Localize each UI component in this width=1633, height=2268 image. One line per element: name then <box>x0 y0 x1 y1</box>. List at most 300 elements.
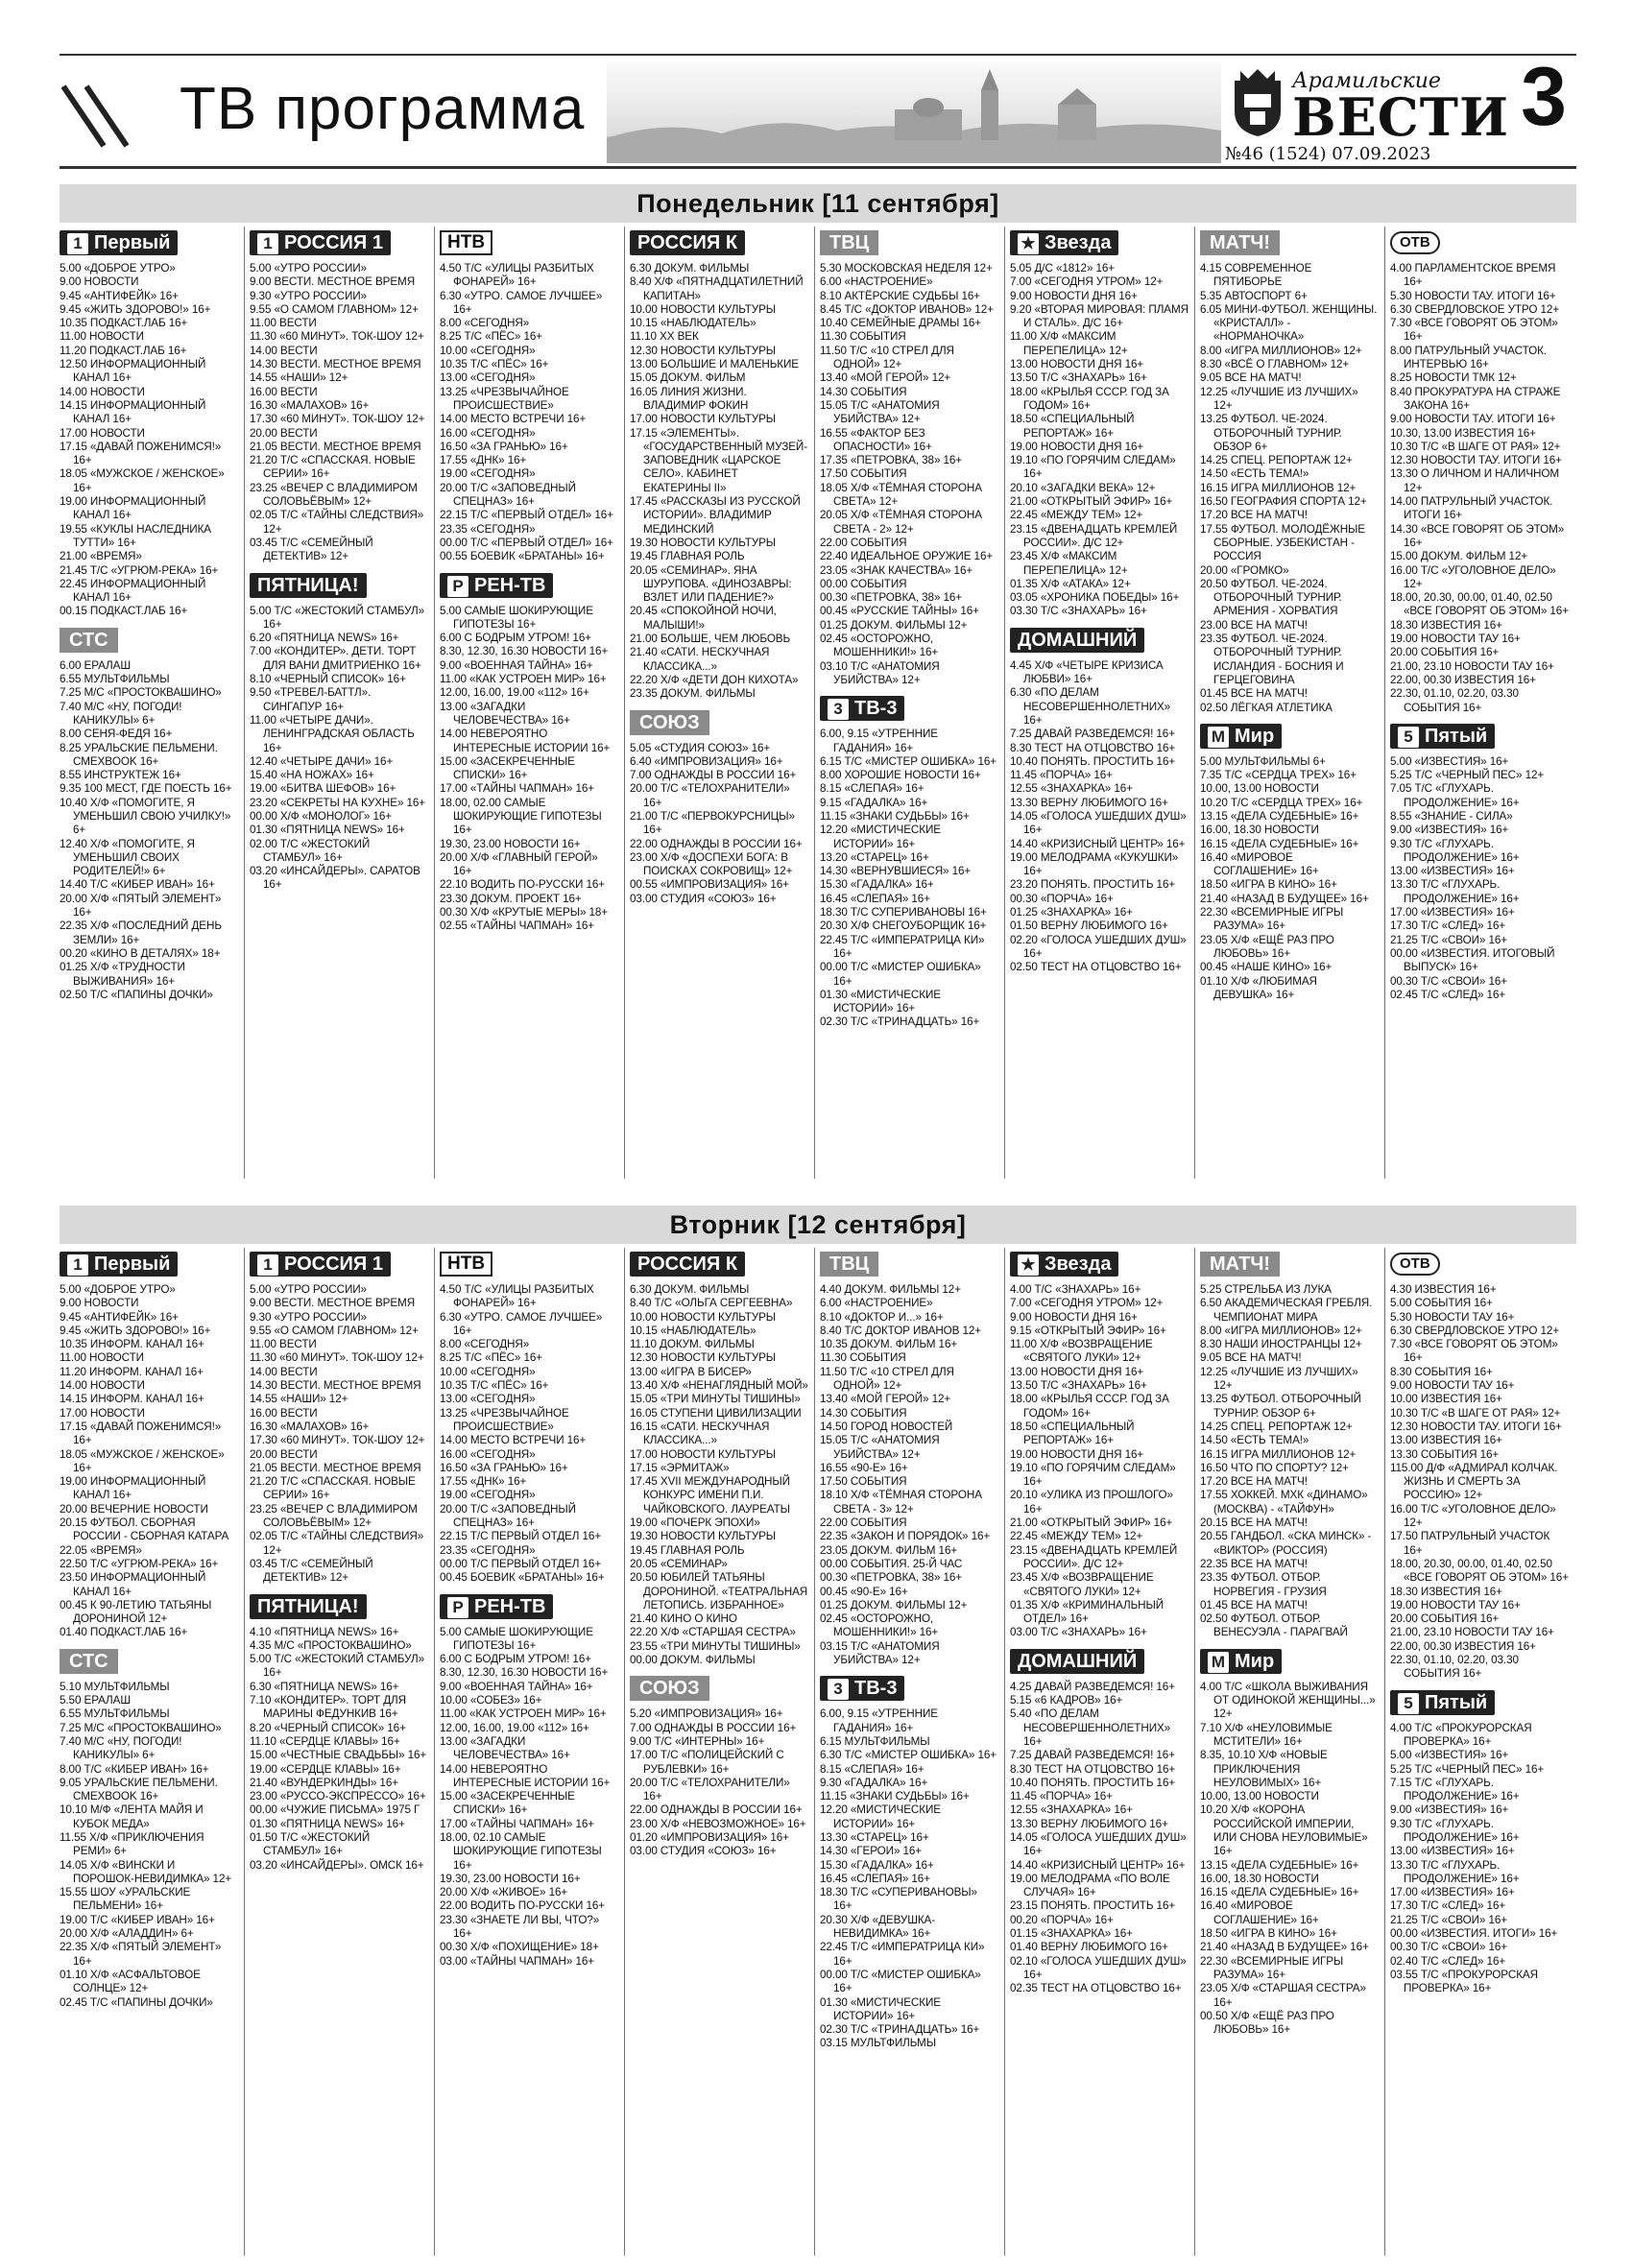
program-item: 21.25 Т/С «СВОИ» 16+ <box>1390 1913 1507 1926</box>
program-item: 16.15 «ДЕЛА СУДЕБНЫЕ» 16+ <box>1200 1886 1359 1899</box>
program-item: 9.30 Т/С «ГЛУХАРЬ. ПРОДОЛЖЕНИЕ» 16+ <box>1390 1817 1520 1844</box>
program-item: 02.30 Т/С «ТРИНАДЦАТЬ» 16+ <box>820 2023 980 2037</box>
program-item: 01.40 ВЕРНУ ЛЮБИМОГО 16+ <box>1010 1941 1168 1954</box>
program-item: 23.00 «РУССО-ЭКСПРЕССО» 16+ <box>250 1790 426 1803</box>
channel-block-пятница <box>250 1593 428 1873</box>
channel-block-стс <box>60 627 238 1002</box>
program-item: 00.45 К 90-ЛЕТИЮ ТАТЬЯНЫ ДОРОНИНОЙ 12+ <box>60 1598 212 1626</box>
program-item: 21.40 «НАЗАД В БУДУЩЕЕ» 16+ <box>1200 1941 1369 1954</box>
program-item: 21.20 Т/С «СПАССКАЯ. НОВЫЕ СЕРИИ» 16+ <box>250 454 416 481</box>
program-item: 14.50 ГОРОД НОВОСТЕЙ <box>820 1420 953 1433</box>
channel-column <box>60 227 238 1002</box>
program-item: 01.30 «ПЯТНИЦА NEWS» 16+ <box>250 1817 405 1830</box>
program-item: 12.00, 16.00, 19.00 «112» 16+ <box>440 686 589 700</box>
program-item: 20.05 Х/Ф «ТЁМНАЯ СТОРОНА СВЕТА - 2» 12+ <box>820 509 982 536</box>
program-item: 8.00 «ИГРА МИЛЛИОНОВ» 12+ <box>1200 344 1362 357</box>
program-item: 13.00 НОВОСТИ ДНЯ 16+ <box>1010 1365 1144 1378</box>
column-divider <box>434 1248 435 2256</box>
program-item: 10.20 Х/Ф «КОРОНА РОССИЙСКОЙ ИМПЕРИИ, ИЛИ СНОВА НЕУЛОВИМЫЕ» 16+ <box>1200 1803 1368 1858</box>
double-slash-icon <box>60 83 136 150</box>
program-item: 8.30, 12.30, 16.30 НОВОСТИ 16+ <box>440 1666 609 1680</box>
channel-logo-label <box>1200 1649 1282 1674</box>
program-item: 22.35 ВСЕ НА МАТЧ! <box>1200 1557 1308 1570</box>
program-item: 14.30 ВЕСТИ. МЕСТНОЕ ВРЕМЯ <box>250 358 421 371</box>
program-item: 23.50 ИНФОРМАЦИОННЫЙ КАНАЛ 16+ <box>60 1571 206 1598</box>
program-item: 15.30 «ГАДАЛКА» 16+ <box>820 1858 934 1872</box>
column-divider <box>1384 227 1385 1179</box>
channel-block-отв <box>1390 229 1569 715</box>
page-header <box>60 51 1576 169</box>
program-item: 5.00 Т/С «ЖЕСТОКИЙ СТАМБУЛ» 16+ <box>250 604 425 631</box>
program-item: 01.25 «ЗНАХАРКА» 16+ <box>1010 906 1133 919</box>
program-item: 5.00 СОБЫТИЯ 16+ <box>1390 1297 1493 1310</box>
program-item: 13.40 «МОЙ ГЕРОЙ» 12+ <box>820 371 951 385</box>
program-item: 23.05 ДОКУМ. ФИЛЬМ 16+ <box>820 1543 958 1557</box>
program-item: 5.50 ЕРАЛАШ <box>60 1694 131 1707</box>
program-item: 14.00 ПАТРУЛЬНЫЙ УЧАСТОК. ИТОГИ 16+ <box>1390 495 1553 522</box>
program-item: 14.30 ВЕСТИ. МЕСТНОЕ ВРЕМЯ <box>250 1379 421 1393</box>
program-item: 00.00 Т/С «МИСТЕР ОШИБКА» 16+ <box>820 961 981 988</box>
program-item: 11.00 НОВОСТИ <box>60 330 144 344</box>
program-item: 23.15 «ДВЕНАДЦАТЬ КРЕМЛЕЙ РОССИИ». Д/С 12+ <box>1010 522 1178 549</box>
program-item: 12.30 НОВОСТИ ТАУ. ИТОГИ 16+ <box>1390 454 1562 467</box>
program-item: 7.30 «ВСЕ ГОВОРЯТ ОБ ЭТОМ» 16+ <box>1390 1338 1558 1365</box>
program-list <box>1390 1722 1569 1996</box>
program-item: 8.45 Т/С «ДОКТОР ИВАНОВ» 12+ <box>820 302 994 316</box>
program-item: 23.45 Х/Ф «ВОЗВРАЩЕНИЕ «СВЯТОГО ЛУКИ» 12+ <box>1010 1571 1154 1598</box>
channel-logo <box>630 709 808 736</box>
program-item: 19.00 НОВОСТИ ТАУ 16+ <box>1390 1598 1521 1611</box>
program-item: 12.30 НОВОСТИ КУЛЬТУРЫ <box>630 344 777 357</box>
program-list <box>250 1283 428 1586</box>
program-item: 9.20 «ВТОРАЯ МИРОВАЯ: ПЛАМЯ И СТАЛЬ». Д/С 16+ <box>1010 302 1189 330</box>
program-item: 8.00 «СЕГОДНЯ» <box>440 1338 530 1351</box>
program-item: 6.00 ЕРАЛАШ <box>60 658 131 672</box>
program-item: 22.00 ОДНАЖДЫ В РОССИИ 16+ <box>630 837 803 850</box>
program-item: 18.10 Х/Ф «ТЁМНАЯ СТОРОНА СВЕТА - 3» 12+ <box>820 1489 982 1516</box>
channel-logo-label <box>250 1252 391 1277</box>
program-item: 00.00 Т/С ПЕРВЫЙ ОТДЕЛ 16+ <box>440 1557 602 1570</box>
program-item: 5.00 МУЛЬТФИЛЬМЫ 6+ <box>1200 754 1326 768</box>
program-list <box>1010 262 1189 619</box>
program-list <box>440 1283 618 1586</box>
channel-name: Пятый <box>1425 1691 1488 1713</box>
program-item: 15.05 Т/С «АНАТОМИЯ УБИЙСТВА» 12+ <box>820 1434 940 1461</box>
program-item: 14.00 НОВОСТИ <box>60 385 145 398</box>
channel-logo-label <box>60 1649 118 1674</box>
program-item: 115.00 Д/Ф «АДМИРАЛ КОЛЧАК. ЖИЗНЬ И СМЕРТЬ ЗА РОССИЮ» 12+ <box>1390 1461 1558 1502</box>
program-item: 10.00 НОВОСТИ КУЛЬТУРЫ <box>630 302 777 316</box>
channel-column <box>1010 227 1189 975</box>
program-item: 11.00 ВЕСТИ <box>250 317 317 330</box>
program-item: 8.55 ИНСТРУКТЕЖ 16+ <box>60 769 181 782</box>
program-item: 8.10 АКТЁРСКИЕ СУДЬБЫ 16+ <box>820 289 981 302</box>
program-item: 13.30 Т/С «ГЛУХАРЬ. ПРОДОЛЖЕНИЕ» 16+ <box>1390 1858 1520 1885</box>
program-item: 01.30 «МИСТИЧЕСКИЕ ИСТОРИИ» 16+ <box>820 1995 941 2022</box>
program-item: 23.35 ФУТБОЛ. ОТБОР. НОРВЕГИЯ - ГРУЗИЯ <box>1200 1571 1327 1598</box>
channel-logo-label <box>440 573 553 598</box>
program-item: 00.00 «ИЗВЕСТИЯ. ИТОГОВЫЙ ВЫПУСК» 16+ <box>1390 946 1555 974</box>
section-title: ТВ программа <box>180 76 586 142</box>
program-item: 13.40 «МОЙ ГЕРОЙ» 12+ <box>820 1393 951 1406</box>
program-item: 8.00 «СЕГОДНЯ» <box>440 317 530 330</box>
channel-name: Первый <box>94 1253 171 1275</box>
program-item: 19.55 «КУКЛЫ НАСЛЕДНИКА ТУТТИ» 16+ <box>60 522 211 549</box>
channel-logo-label <box>1010 628 1144 653</box>
program-item: 4.45 Х/Ф «ЧЕТЫРЕ КРИЗИСА ЛЮБВИ» 16+ <box>1010 658 1164 686</box>
column-divider <box>1004 227 1005 1179</box>
program-item: 01.45 ВСЕ НА МАТЧ! <box>1200 687 1308 701</box>
channel-name: СТС <box>69 629 108 651</box>
program-item: 15.00 «ЗАСЕКРЕЧЕННЫЕ СПИСКИ» 16+ <box>440 1790 575 1817</box>
program-item: 10.20 Т/С «СЕРДЦА ТРЕХ» 16+ <box>1200 796 1363 809</box>
program-item: 22.45 ИНФОРМАЦИОННЫЙ КАНАЛ 16+ <box>60 577 206 605</box>
program-item: 23.30 ДОКУМ. ПРОЕКТ 16+ <box>440 892 582 905</box>
channel-mark-icon: 1 <box>257 233 278 254</box>
program-item: 8.40 ПРОКУРАТУРА НА СТРАЖЕ ЗАКОНА 16+ <box>1390 385 1561 412</box>
channel-name: НТВ <box>447 1253 486 1274</box>
program-item: 9.00 НОВОСТИ ДНЯ 16+ <box>1010 289 1138 302</box>
program-item: 21.00 БОЛЬШЕ, ЧЕМ ЛЮБОВЬ <box>630 633 791 646</box>
page-number: 3 <box>1521 51 1567 143</box>
program-item: 02.45 «ОСТОРОЖНО, МОШЕННИКИ!» 16+ <box>820 1612 939 1639</box>
program-item: 13.15 «ДЕЛА СУДЕБНЫЕ» 16+ <box>1200 809 1359 823</box>
channel-logo-label <box>820 1252 878 1277</box>
program-item: 21.00 «ОТКРЫТЫЙ ЭФИР» 16+ <box>1010 495 1173 509</box>
program-item: 01.35 Х/Ф «КРИМИНАЛЬНЫЙ ОТДЕЛ» 16+ <box>1010 1598 1165 1626</box>
program-item: 17.00 НОВОСТИ <box>60 426 145 440</box>
channel-name: ПЯТНИЦА! <box>257 574 359 596</box>
program-item: 13.30 О ЛИЧНОМ И НАЛИЧНОМ 12+ <box>1390 467 1559 494</box>
program-item: 00.30 Х/Ф «ПОХИЩЕНИЕ» 18+ <box>440 1941 599 1954</box>
program-item: 8.10 «ДОКТОР И...» 16+ <box>820 1310 944 1324</box>
program-item: 13.50 Т/С «ЗНАХАРЬ» 16+ <box>1010 371 1147 385</box>
program-item: 11.15 «ЗНАКИ СУДЬБЫ» 16+ <box>820 809 970 823</box>
channel-block-твц <box>820 1251 998 1667</box>
program-item: 4.50 Т/С «УЛИЦЫ РАЗБИТЫХ ФОНАРЕЙ» 16+ <box>440 262 594 289</box>
program-item: 8.40 Х/Ф «ПЯТНАДЦАТИЛЕТНИЙ КАПИТАН» <box>630 275 804 302</box>
program-item: 11.30 «60 МИНУТ». ТОК-ШОУ 12+ <box>250 330 424 344</box>
program-item: 17.30 «60 МИНУТ». ТОК-ШОУ 12+ <box>250 1434 425 1447</box>
program-item: 12.20 «МИСТИЧЕСКИЕ ИСТОРИИ» 16+ <box>820 824 941 850</box>
program-item: 9.30 «УТРО РОССИИ» <box>250 1310 367 1324</box>
day-heading-tuesday: Вторник [12 сентября] <box>60 1206 1576 1244</box>
program-item: 20.05 «СЕМИНАР». ЯНА ШУРУПОВА. «ДИНОЗАВРЫ: ВЗЛЕТ ИЛИ ПАДЕНИЕ?» <box>630 563 792 605</box>
program-item: 16.50 ЧТО ПО СПОРТУ? 12+ <box>1200 1461 1349 1474</box>
program-item: 11.30 «60 МИНУТ». ТОК-ШОУ 12+ <box>250 1351 424 1365</box>
program-item: 19.00 НОВОСТИ ТАУ 16+ <box>1390 633 1521 646</box>
program-item: 14.25 СПЕЦ. РЕПОРТАЖ 12+ <box>1200 1420 1353 1433</box>
channel-logo <box>1390 723 1569 750</box>
channel-column <box>630 1248 808 1859</box>
program-item: 22.00 СОБЫТИЯ <box>820 536 907 549</box>
channel-block-домашний <box>1010 1648 1189 1996</box>
program-item: 7.25 ДАВАЙ РАЗВЕДЕМСЯ! 16+ <box>1010 1749 1175 1762</box>
program-item: 20.00 Т/С «ЗАПОВЕДНЫЙ СПЕЦНАЗ» 16+ <box>440 481 576 509</box>
program-item: 14.05 Х/Ф «ВИНСКИ И ПОРОШОК-НЕВИДИМКА» 12+ <box>60 1858 232 1885</box>
channel-name: ТВ-3 <box>854 698 898 720</box>
channel-logo-label <box>630 1676 709 1701</box>
paper-name-main: ВЕСТИ <box>1292 86 1509 148</box>
column-divider <box>814 1248 815 2256</box>
program-item: 18.05 «МУЖСКОЕ / ЖЕНСКОЕ» 16+ <box>60 467 225 494</box>
program-item: 11.30 СОБЫТИЯ <box>820 330 906 344</box>
program-item: 8.40 Т/С ДОКТОР ИВАНОВ 12+ <box>820 1324 982 1337</box>
program-item: 17.00 НОВОСТИ <box>60 1406 145 1420</box>
channel-column <box>1200 1248 1379 2037</box>
program-item: 18.50 «СПЕЦИАЛЬНЫЙ РЕПОРТАЖ» 16+ <box>1010 413 1135 440</box>
program-item: 19.00 ИНФОРМАЦИОННЫЙ КАНАЛ 16+ <box>60 495 206 522</box>
column-divider <box>244 227 245 1179</box>
program-item: 21.40 «САТИ. НЕСКУЧНАЯ КЛАССИКА...» <box>630 646 770 673</box>
channel-block-россия-к <box>630 229 808 702</box>
program-item: 23.25 «ВЕЧЕР С ВЛАДИМИРОМ СОЛОВЬЁВЫМ» 12+ <box>250 481 418 509</box>
program-item: 5.20 «ИМПРОВИЗАЦИЯ» 16+ <box>630 1707 783 1721</box>
program-item: 5.00 «ИЗВЕСТИЯ» 16+ <box>1390 1749 1509 1762</box>
channel-column <box>630 227 808 906</box>
channel-logo-label <box>250 573 367 598</box>
channel-logo <box>820 1675 998 1702</box>
program-item: 20.00 ВЕЧЕРНИЕ НОВОСТИ <box>60 1502 208 1516</box>
channel-block-союз <box>630 709 808 907</box>
program-item: 21.45 Т/С «УГРЮМ-РЕКА» 16+ <box>60 563 219 577</box>
program-item: 10.00 ИЗВЕСТИЯ 16+ <box>1390 1393 1502 1406</box>
program-item: 21.40 «ВУНДЕРКИНДЫ» 16+ <box>250 1776 398 1789</box>
program-item: 20.00 «ГРОМКО» <box>1200 563 1289 577</box>
program-item: 17.00 «ИЗВЕСТИЯ» 16+ <box>1390 1886 1515 1899</box>
program-item: 9.00 ВЕСТИ. МЕСТНОЕ ВРЕМЯ <box>250 1297 416 1310</box>
program-item: 8.10 «ЧЕРНЫЙ СПИСОК» 16+ <box>250 673 406 686</box>
program-item: 01.50 ВЕРНУ ЛЮБИМОГО 16+ <box>1010 919 1168 933</box>
channel-name: РОССИЯ 1 <box>284 1253 383 1275</box>
program-item: 10.35 Т/С «ПЁС» 16+ <box>440 358 549 371</box>
program-item: 16.15 ИГРА МИЛЛИОНОВ 12+ <box>1200 1447 1357 1461</box>
channel-name: СОЮЗ <box>639 1678 700 1700</box>
channel-block-первый <box>60 229 238 619</box>
program-item: 10.35 ПОДКАСТ.ЛАБ 16+ <box>60 317 188 330</box>
program-item: 8.25 УРАЛЬСКИЕ ПЕЛЬМЕНИ. СМЕХBOOK 16+ <box>60 741 218 768</box>
program-item: 14.50 «ЕСТЬ ТЕМА!» <box>1200 1434 1309 1447</box>
program-item: 16.05 ЛИНИЯ ЖИЗНИ. ВЛАДИМИР ФОКИН <box>630 385 749 412</box>
program-item: 21.40 «НАЗАД В БУДУЩЕЕ» 16+ <box>1200 892 1369 905</box>
channel-name: Звезда <box>1045 1253 1112 1275</box>
program-item: 22.35 «ЗАКОН И ПОРЯДОК» 16+ <box>820 1530 991 1543</box>
channel-block-звезда <box>1010 1251 1189 1640</box>
program-item: 8.35, 10.10 Х/Ф «НОВЫЕ ПРИКЛЮЧЕНИЯ НЕУЛОВИМЫХ» 16+ <box>1200 1749 1328 1789</box>
program-item: 17.15 «ЭЛЕМЕНТЫ». «ГОСУДАРСТВЕННЫЙ МУЗЕЙ-ЗАПОВЕДНИК «ЦАРСКОЕ СЕЛО». КАБИНЕТ ЕКАТЕРИНЫ II» <box>630 426 807 494</box>
program-item: 8.55 «ЗНАНИЕ - СИЛА» <box>1390 809 1513 823</box>
channel-logo <box>820 1251 998 1277</box>
program-item: 19.10 «ПО ГОРЯЧИМ СЛЕДАМ» 16+ <box>1010 1461 1176 1489</box>
program-item: 00.00 ДОКУМ. ФИЛЬМЫ <box>630 1654 756 1667</box>
program-item: 19.00 «БИТВА ШЕФОВ» 16+ <box>250 782 396 796</box>
program-item: 17.30 «60 МИНУТ». ТОК-ШОУ 12+ <box>250 413 425 426</box>
channel-logo <box>250 1593 428 1620</box>
program-item: 6.30 ДОКУМ. ФИЛЬМЫ <box>630 262 750 275</box>
program-item: 19.00 Т/С «КИБЕР ИВАН» 16+ <box>60 1913 215 1926</box>
program-item: 10.00 «СЕГОДНЯ» <box>440 1365 536 1378</box>
program-item: 13.00 «СЕГОДНЯ» <box>440 371 536 385</box>
program-item: 11.45 «ПОРЧА» 16+ <box>1010 1790 1113 1803</box>
program-item: 16.15 «ДЕЛА СУДЕБНЫЕ» 16+ <box>1200 837 1359 850</box>
program-item: 8.30 ТЕСТ НА ОТЦОВСТВО 16+ <box>1010 1762 1176 1776</box>
program-item: 5.00 «ИЗВЕСТИЯ» 16+ <box>1390 754 1509 768</box>
program-item: 20.00 Т/С «ТЕЛОХРАНИТЕЛИ» 16+ <box>630 782 790 809</box>
program-item: 23.45 Х/Ф «МАКСИМ ПЕРЕПЕЛИЦА» 12+ <box>1010 550 1128 577</box>
program-item: 12.40 Х/Ф «ПОМОГИТЕ, Я УМЕНЬШИЛ СВОИХ РОДИТЕЛЕЙ!» 6+ <box>60 837 195 878</box>
program-item: 23.20 ПОНЯТЬ. ПРОСТИТЬ 16+ <box>1010 878 1176 892</box>
channel-column <box>1200 227 1379 1002</box>
program-item: 22.15 Т/С ПЕРВЫЙ ОТДЕЛ 16+ <box>440 1530 602 1543</box>
program-item: 13.00 БОЛЬШИЕ И МАЛЕНЬКИЕ <box>630 358 800 371</box>
program-item: 01.10 Х/Ф «АСФАЛЬТОВОЕ СОЛНЦЕ» 12+ <box>60 1968 201 1995</box>
program-item: 15.55 ШОУ «УРАЛЬСКИЕ ПЕЛЬМЕНИ» 16+ <box>60 1886 191 1913</box>
channel-logo <box>1010 627 1189 654</box>
program-item: 9.05 ВСЕ НА МАТЧ! <box>1200 1351 1302 1365</box>
program-item: 12.30 НОВОСТИ ТАУ. ИТОГИ 16+ <box>1390 1420 1562 1433</box>
program-item: 8.15 «СЛЕПАЯ» 16+ <box>820 782 925 796</box>
program-list <box>440 262 618 564</box>
program-item: 18.30 Т/С «СУПЕРИВАНОВЫ» 16+ <box>820 1886 977 1913</box>
program-item: 9.35 100 МЕСТ, ГДЕ ПОЕСТЬ 16+ <box>60 782 232 796</box>
program-item: 14.00 НЕВЕРОЯТНО ИНТЕРЕСНЫЕ ИСТОРИИ 16+ <box>440 1762 611 1789</box>
program-item: 20.10 «ЗАГАДКИ ВЕКА» 12+ <box>1010 481 1156 494</box>
channel-column <box>250 227 428 893</box>
program-item: 9.55 «О САМОМ ГЛАВНОМ» 12+ <box>250 302 419 316</box>
channel-logo <box>60 1648 238 1675</box>
program-item: 03.00 Т/С «ЗНАХАРЬ» 16+ <box>1010 1626 1147 1639</box>
program-item: 5.15 «6 КАДРОВ» 16+ <box>1010 1694 1123 1707</box>
program-item: 14.30 СОБЫТИЯ <box>820 1406 907 1420</box>
program-item: 22.20 Х/Ф «СТАРШАЯ СЕСТРА» <box>630 1626 796 1639</box>
program-item: 21.05 ВЕСТИ. МЕСТНОЕ ВРЕМЯ <box>250 1461 421 1474</box>
program-item: 8.20 «ЧЕРНЫЙ СПИСОК» 16+ <box>250 1721 406 1734</box>
program-item: 19.45 ГЛАВНАЯ РОЛЬ <box>630 1543 745 1557</box>
program-item: 17.00 НОВОСТИ КУЛЬТУРЫ <box>630 1447 777 1461</box>
program-item: 9.00 ВЕСТИ. МЕСТНОЕ ВРЕМЯ <box>250 275 416 289</box>
program-item: 02.00 Т/С «ЖЕСТОКИЙ СТАМБУЛ» 16+ <box>250 837 371 864</box>
program-item: 16.00 ВЕСТИ <box>250 1406 318 1420</box>
channel-logo <box>1200 723 1379 750</box>
program-item: 18.30 ИЗВЕСТИЯ 16+ <box>1390 1585 1502 1598</box>
program-item: 4.40 ДОКУМ. ФИЛЬМЫ 12+ <box>820 1283 961 1296</box>
program-item: 10.30 Т/С «В ШАГЕ ОТ РАЯ» 12+ <box>1390 440 1561 453</box>
channel-block-россия-к <box>630 1251 808 1667</box>
program-item: 22.00, 00.30 ИЗВЕСТИЯ 16+ <box>1390 673 1536 686</box>
column-divider <box>244 1248 245 2256</box>
channel-name: НТВ <box>447 232 486 252</box>
channel-logo-label <box>630 1252 745 1277</box>
program-list <box>630 262 808 702</box>
program-item: 02.35 ТЕСТ НА ОТЦОВСТВО 16+ <box>1010 1982 1182 1995</box>
program-item: 6.30 Т/С «МИСТЕР ОШИБКА» 16+ <box>820 1749 997 1762</box>
program-item: 6.20 «ПЯТНИЦА NEWS» 16+ <box>250 632 399 645</box>
program-item: 02.55 «ТАЙНЫ ЧАПМАН» 16+ <box>440 919 594 933</box>
program-item: 8.00 ПАТРУЛЬНЫЙ УЧАСТОК. ИНТЕРВЬЮ 16+ <box>1390 344 1547 371</box>
channel-logo-label <box>60 1252 178 1277</box>
program-item: 9.45 «ЖИТЬ ЗДОРОВО!» 16+ <box>60 302 211 316</box>
program-item: 8.40 Т/С «ОЛЬГА СЕРГЕЕВНА» <box>630 1297 793 1310</box>
program-item: 20.30 Х/Ф СНЕГОУБОРЩИК 16+ <box>820 919 987 933</box>
program-item: 12.25 «ЛУЧШИЕ ИЗ ЛУЧШИХ» 12+ <box>1200 1365 1358 1393</box>
program-item: 9.05 УРАЛЬСКИЕ ПЕЛЬМЕНИ. СМЕХBOOK 16+ <box>60 1776 218 1803</box>
program-item: 02.20 «ГОЛОСА УШЕДШИХ ДУШ» 16+ <box>1010 933 1187 960</box>
program-item: 17.15 «ЭРМИТАЖ» <box>630 1461 730 1474</box>
program-item: 8.00 ХОРОШИЕ НОВОСТИ 16+ <box>820 769 981 782</box>
town-skyline-image <box>607 61 1221 163</box>
program-item: 19.00 ИНФОРМАЦИОННЫЙ КАНАЛ 16+ <box>60 1475 206 1502</box>
program-item: 5.30 МОСКОВСКАЯ НЕДЕЛЯ 12+ <box>820 262 993 275</box>
program-item: 14.30 «ВСЕ ГОВОРЯТ ОБ ЭТОМ» 16+ <box>1390 522 1565 549</box>
program-item: 16.45 «СЛЕПАЯ» 16+ <box>820 892 930 905</box>
channel-logo-label <box>1390 1690 1495 1715</box>
program-item: 20.00 Т/С «ТЕЛОХРАНИТЕЛИ» 16+ <box>630 1776 790 1803</box>
program-item: 5.30 НОВОСТИ ТАУ. ИТОГИ 16+ <box>1390 289 1556 302</box>
channel-mark-icon: Р <box>447 1597 468 1618</box>
program-item: 16.00, 18.30 НОВОСТИ <box>1200 824 1319 837</box>
channel-logo-label <box>820 1676 904 1701</box>
program-list <box>60 1681 238 2010</box>
program-item: 19.00 «СЕГОДНЯ» <box>440 1489 536 1502</box>
channel-name: Первый <box>94 232 171 253</box>
program-item: 00.30 «ПЕТРОВКА, 38» 16+ <box>820 1571 963 1585</box>
program-item: 8.15 «СЛЕПАЯ» 16+ <box>820 1762 925 1776</box>
program-item: 17.20 ВСЕ НА МАТЧ! <box>1200 509 1308 522</box>
program-item: 00.45 «РУССКИЕ ТАЙНЫ» 16+ <box>820 605 979 618</box>
program-item: 14.55 «НАШИ» 12+ <box>250 371 348 385</box>
program-item: 20.15 ВСЕ НА МАТЧ! <box>1200 1516 1308 1530</box>
program-item: 17.55 ФУТБОЛ. МОЛОДЁЖНЫЕ СБОРНЫЕ. УЗБЕКИСТАН - РОССИЯ <box>1200 522 1365 563</box>
program-item: 00.55 БОЕВИК «БРАТАНЫ» 16+ <box>440 550 605 563</box>
program-item: 20.00 Т/С «ЗАПОВЕДНЫЙ СПЕЦНАЗ» 16+ <box>440 1502 576 1530</box>
program-item: 17.00 Т/С «ПОЛИЦЕЙСКИЙ С РУБЛЕВКИ» 16+ <box>630 1749 784 1776</box>
program-item: 03.15 Т/С «АНАТОМИЯ УБИЙСТВА» 12+ <box>820 1639 940 1667</box>
channel-mark-icon: М <box>1208 1652 1229 1673</box>
channel-logo <box>1200 229 1379 256</box>
program-item: 20.00 СОБЫТИЯ 16+ <box>1390 1612 1500 1626</box>
channel-mark-icon: 3 <box>828 1679 849 1700</box>
program-item: 18.00 «КРЫЛЬЯ СССР. ГОД ЗА ГОДОМ» 16+ <box>1010 1393 1169 1420</box>
program-item: 14.15 ИНФОРМ. КАНАЛ 16+ <box>60 1393 204 1406</box>
program-item: 01.35 Х/Ф «АТАКА» 12+ <box>1010 577 1131 590</box>
program-item: 01.20 «ИМПРОВИЗАЦИЯ» 16+ <box>630 1830 789 1844</box>
program-item: 00.55 «ИМПРОВИЗАЦИЯ» 16+ <box>630 878 789 892</box>
program-item: 03.10 Т/С «АНАТОМИЯ УБИЙСТВА» 12+ <box>820 659 940 686</box>
program-item: 20.50 ФУТБОЛ. ЧЕ-2024. ОТБОРОЧНЫЙ ТУРНИР. АРМЕНИЯ - ХОРВАТИЯ <box>1200 577 1342 618</box>
program-item: 6.55 МУЛЬТФИЛЬМЫ <box>60 1707 170 1721</box>
channel-mark-icon: 5 <box>1398 727 1419 748</box>
program-item: 9.45 «АНТИФЕЙК» 16+ <box>60 289 179 302</box>
program-list <box>1010 659 1189 975</box>
program-item: 12.20 «МИСТИЧЕСКИЕ ИСТОРИИ» 16+ <box>820 1803 941 1830</box>
day-schedule-monday <box>60 227 1576 1179</box>
program-item: 10.40 ПОНЯТЬ. ПРОСТИТЬ 16+ <box>1010 754 1176 768</box>
program-item: 14.00 МЕСТО ВСТРЕЧИ 16+ <box>440 1434 587 1447</box>
program-item: 9.30 Т/С «ГЛУХАРЬ. ПРОДОЛЖЕНИЕ» 16+ <box>1390 837 1520 864</box>
program-item: 10.00 «СОБЕЗ» 16+ <box>440 1694 542 1707</box>
program-item: 22.30, 01.10, 02.20, 03.30 СОБЫТИЯ 16+ <box>1390 1654 1519 1681</box>
program-item: 14.00 НОВОСТИ <box>60 1379 145 1393</box>
program-item: 13.30 «СТАРЕЦ» 16+ <box>820 1830 929 1844</box>
channel-block-звезда <box>1010 229 1189 619</box>
program-item: 21.00 Т/С «ПЕРВОКУРСНИЦЫ» 16+ <box>630 809 795 837</box>
program-item: 20.55 ГАНДБОЛ. «СКА МИНСК» - «ВИКТОР» (РОССИЯ) <box>1200 1530 1372 1557</box>
program-item: 00.30 Т/С «СВОИ» 16+ <box>1390 1941 1507 1954</box>
program-item: 7.00 ОДНАЖДЫ В РОССИИ 16+ <box>630 1721 797 1734</box>
program-item: 22.00 ОДНАЖДЫ В РОССИИ 16+ <box>630 1803 803 1817</box>
channel-block-нтв <box>440 229 618 564</box>
program-item: 13.00 «СЕГОДНЯ» <box>440 1393 536 1406</box>
